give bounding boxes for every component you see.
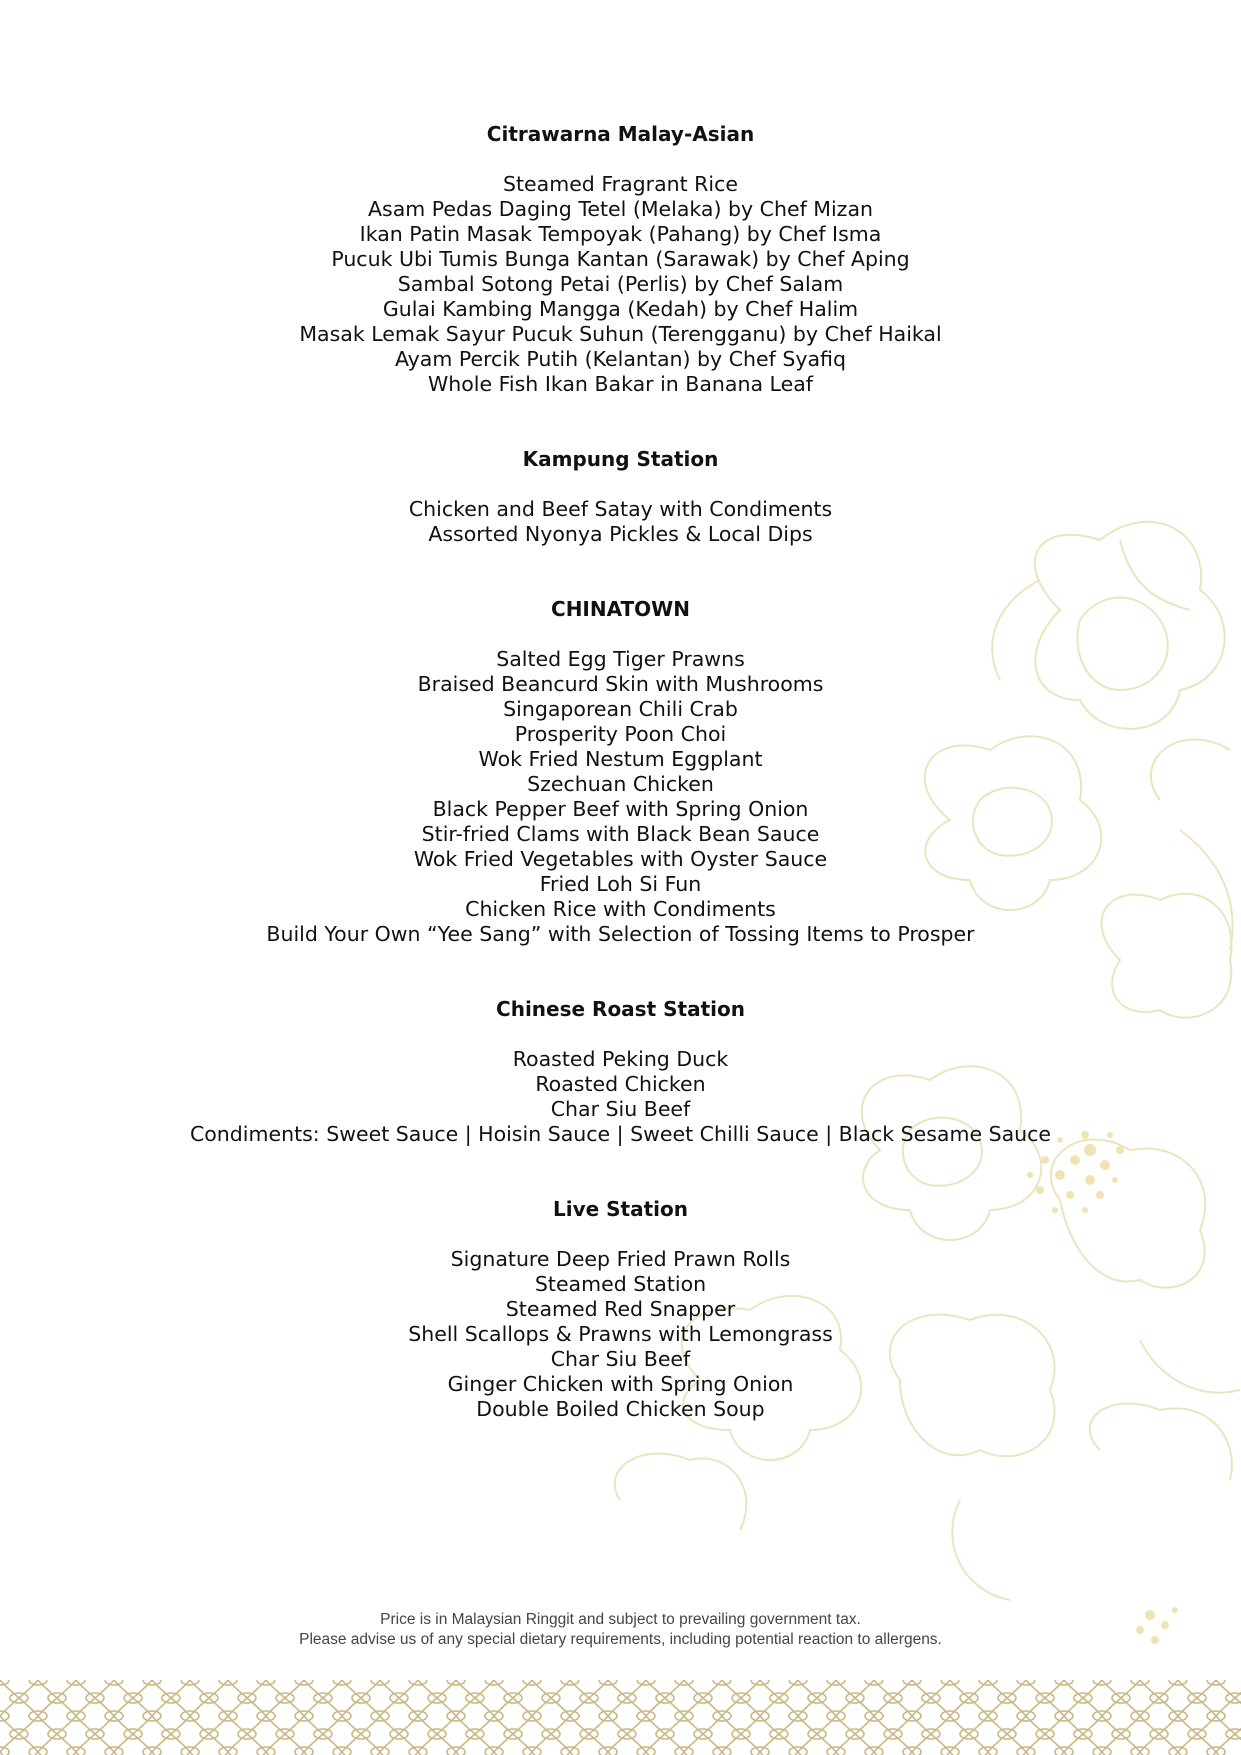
menu-item: Char Siu Beef <box>550 1347 691 1371</box>
menu-item: Char Siu Beef <box>550 1097 691 1121</box>
menu-section-live <box>0 1197 1241 1422</box>
menu-item: Chicken and Beef Satay with Condiments <box>408 497 833 521</box>
menu-item: Signature Deep Fried Prawn Rolls <box>450 1247 791 1271</box>
menu-item: Roasted Peking Duck <box>512 1047 729 1071</box>
menu-item: Black Pepper Beef with Spring Onion <box>432 797 809 821</box>
section-title: Kampung Station <box>522 447 719 471</box>
menu-items-list <box>0 1247 1241 1422</box>
menu-item: Shell Scallops & Prawns with Lemongrass <box>408 1322 833 1346</box>
menu-item: Wok Fried Nestum Eggplant <box>478 747 763 771</box>
menu-item: Masak Lemak Sayur Pucuk Suhun (Terengganu) by Chef Haikal <box>299 322 942 346</box>
menu-item: Fried Loh Si Fun <box>539 872 702 896</box>
footer-notice <box>0 1610 1241 1650</box>
menu-section-chinese-roast <box>0 997 1241 1147</box>
menu-items-list <box>0 497 1241 547</box>
menu-item: Whole Fish Ikan Bakar in Banana Leaf <box>428 372 813 396</box>
menu-item: Ikan Patin Masak Tempoyak (Pahang) by Chef Isma <box>359 222 882 246</box>
section-title: CHINATOWN <box>551 597 690 621</box>
menu-section-kampung <box>0 447 1241 547</box>
menu-item: Singaporean Chili Crab <box>503 697 738 721</box>
menu-item: Stir-fried Clams with Black Bean Sauce <box>421 822 820 846</box>
menu-item: Asam Pedas Daging Tetel (Melaka) by Chef Mizan <box>367 197 873 221</box>
menu-item: Gulai Kambing Mangga (Kedah) by Chef Halim <box>382 297 859 321</box>
decorative-border <box>0 1680 1241 1755</box>
menu-item: Double Boiled Chicken Soup <box>476 1397 765 1421</box>
section-title: Live Station <box>552 1197 689 1221</box>
menu-item: Steamed Station <box>534 1272 707 1296</box>
menu-item: Roasted Chicken <box>535 1072 706 1096</box>
menu-item: Szechuan Chicken <box>527 772 714 796</box>
menu-item: Sambal Sotong Petai (Perlis) by Chef Salam <box>397 272 844 296</box>
menu-item: Build Your Own “Yee Sang” with Selection of Tossing Items to Prosper <box>266 922 975 946</box>
menu-item: Ginger Chicken with Spring Onion <box>447 1372 794 1396</box>
menu-item: Steamed Red Snapper <box>505 1297 736 1321</box>
menu-item: Pucuk Ubi Tumis Bunga Kantan (Sarawak) by Chef Aping <box>331 247 910 271</box>
lattice-pattern-icon <box>0 1680 1241 1755</box>
menu-content <box>0 122 1241 1472</box>
menu-section-citrawarna <box>0 122 1241 397</box>
menu-item: Salted Egg Tiger Prawns <box>496 647 745 671</box>
price-notice: Price is in Malaysian Ringgit and subject to prevailing government tax. <box>380 1611 861 1628</box>
section-title: Citrawarna Malay-Asian <box>486 122 755 146</box>
menu-items-list <box>0 647 1241 947</box>
menu-item: Braised Beancurd Skin with Mushrooms <box>417 672 824 696</box>
menu-items-list <box>0 172 1241 397</box>
menu-item: Chicken Rice with Condiments <box>465 897 776 921</box>
dietary-notice: Please advise us of any special dietary requirements, including potential reaction to allergens. <box>299 1631 942 1648</box>
section-title: Chinese Roast Station <box>496 997 745 1021</box>
menu-items-list <box>0 1047 1241 1147</box>
menu-item: Condiments: Sweet Sauce | Hoisin Sauce | Sweet Chilli Sauce | Black Sesame Sauce <box>189 1122 1052 1146</box>
menu-item: Wok Fried Vegetables with Oyster Sauce <box>413 847 828 871</box>
menu-item: Prosperity Poon Choi <box>514 722 727 746</box>
menu-section-chinatown <box>0 597 1241 947</box>
menu-item: Assorted Nyonya Pickles & Local Dips <box>428 522 813 546</box>
menu-item: Steamed Fragrant Rice <box>503 172 738 196</box>
menu-item: Ayam Percik Putih (Kelantan) by Chef Syafiq <box>395 347 846 371</box>
